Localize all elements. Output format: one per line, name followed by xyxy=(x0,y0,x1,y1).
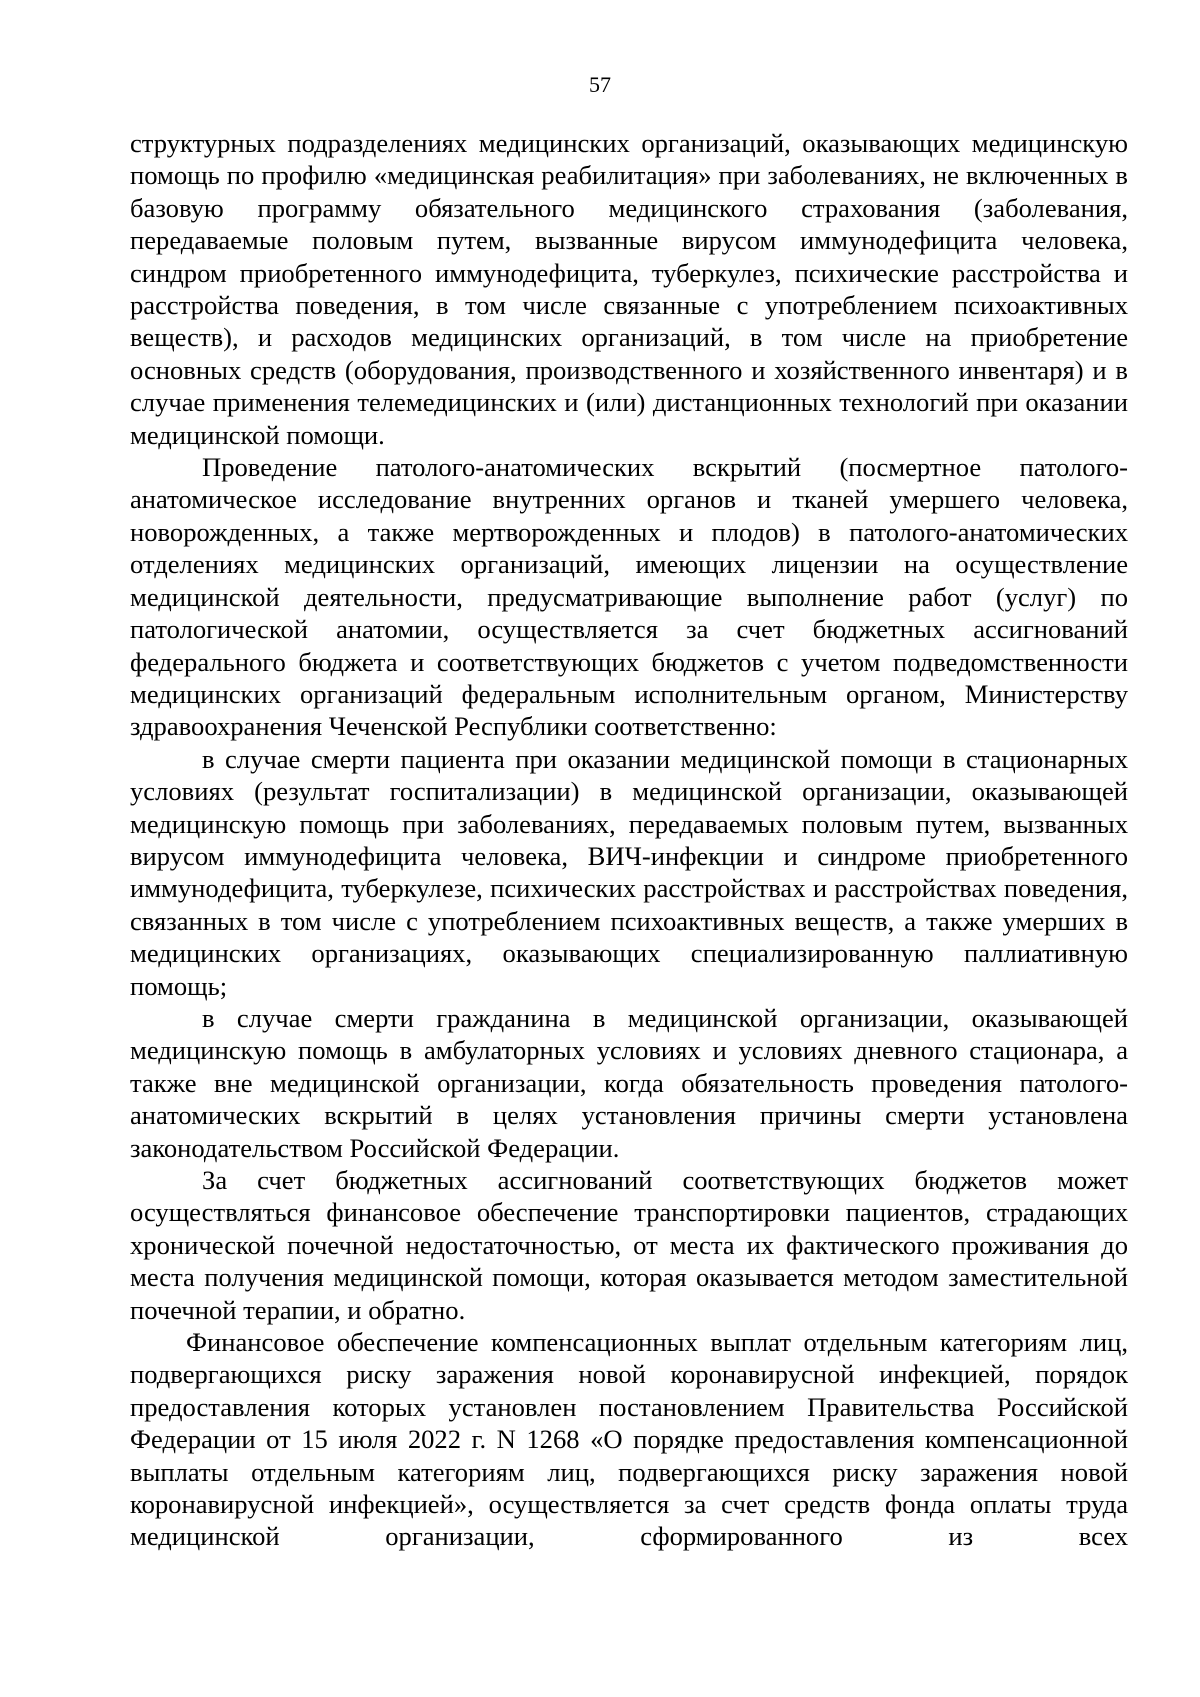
paragraph-patient-transportation: За счет бюджетных ассигнований соответствующих бюджетов может осуществляться финансовое обеспечение транспортировки пациентов, страдающих хронической почечной недостаточностью, от места их фактического проживания до места получения медицинской помощи, которая оказывается методом заместительной почечной терапии, и обратно. xyxy=(130,1165,1128,1325)
document-body xyxy=(130,127,1128,1553)
page-number: 57 xyxy=(589,72,611,97)
paragraph-inpatient-death-case: в случае смерти пациента при оказании медицинской помощи в стационарных условиях (результат госпитализации) в медицинской организации, оказывающей медицинскую помощь при заболеваниях, передаваемых половым путем, вызванных вирусом иммунодефицита человека, ВИЧ-инфекции и синдроме приобретенного иммунодефицита, туберкулезе, психических расстройствах и расстройствах поведения, связанных в том числе с употреблением психоактивных веществ, а также умерших в медицинских организациях, оказывающих специализированную паллиативную помощь; xyxy=(130,743,1128,1001)
paragraph-outpatient-death-case: в случае смерти гражданина в медицинской организации, оказывающей медицинскую помощь в амбулаторных условиях и условиях дневного стационара, а также вне медицинской организации, когда обязательность проведения патолого-анатомических вскрытий в целях установления причины смерти установлена законодательством Российской Федерации. xyxy=(130,1002,1128,1163)
paragraph-compensation-payments: Финансовое обеспечение компенсационных выплат отдельным категориям лиц, подвергающихся риску заражения новой коронавирусной инфекцией, порядок предоставления которых установлен постановлением Правительства Российской Федерации от 15 июля 2022 г. N 1268 «О порядке предоставления компенсационной выплаты отдельным категориям лиц, подвергающихся риску заражения новой коронавирусной инфекцией», осуществляется за счет средств фонда оплаты труда медицинской организации, сформированного из всех xyxy=(130,1327,1128,1552)
paragraph-autopsy-financing: Проведение патолого-анатомических вскрытий (посмертное патолого-анатомическое исследование внутренних органов и тканей умершего человека, новорожденных, а также мертворожденных и плодов) в патолого-анатомических отделениях медицинских организаций, имеющих лицензии на осуществление медицинской деятельности, предусматривающие выполнение работ (услуг) по патологической анатомии, осуществляется за счет бюджетных ассигнований федерального бюджета и соответствующих бюджетов с учетом подведомственности медицинских организаций федеральным исполнительным органом, Министерству здравоохранения Чеченской Республики соответственно: xyxy=(130,452,1128,742)
paragraph-rehabilitation-financing: структурных подразделениях медицинских организаций, оказывающих медицинскую помощь по профилю «медицинская реабилитация» при заболеваниях, не включенных в базовую программу обязательного медицинского страхования (заболевания, передаваемые половым путем, вызванные вирусом иммунодефицита человека, синдром приобретенного иммунодефицита, туберкулез, психические расстройства и расстройства поведения, в том числе связанные с употреблением психоактивных веществ), и расходов медицинских организаций, в том числе на приобретение основных средств (оборудования, производственного и хозяйственного инвентаря) и в случае применения телемедицинских и (или) дистанционных технологий при оказании медицинской помощи. xyxy=(130,128,1128,450)
